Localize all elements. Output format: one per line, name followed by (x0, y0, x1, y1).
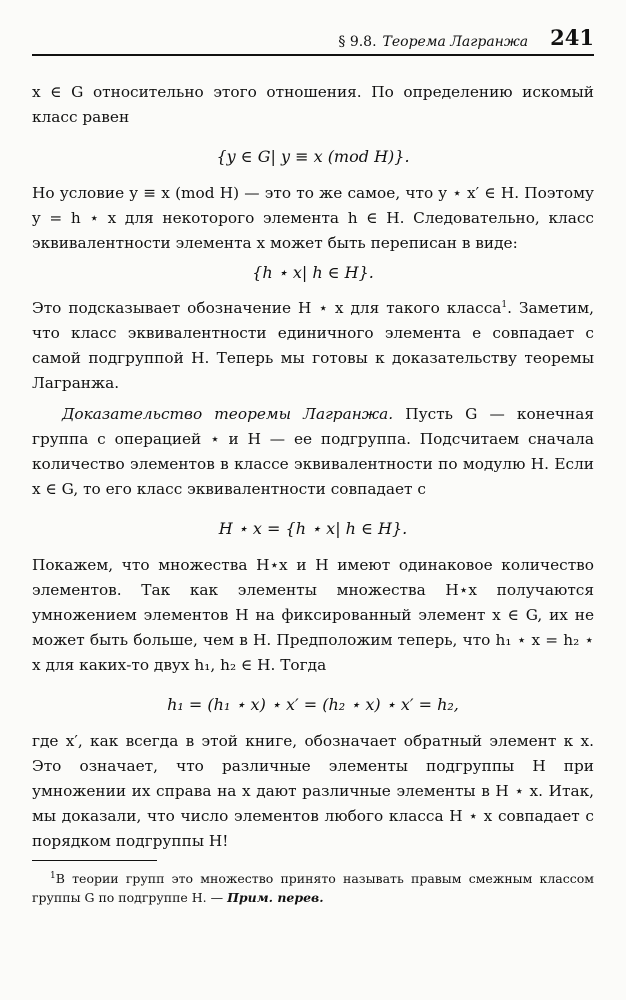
section-title: Теорема Лагранжа (382, 34, 529, 50)
page-number: 241 (550, 25, 594, 50)
paragraph-2: Но условие y ≡ x (mod H) — это то же самое, что y ⋆ x′ ∈ H. Поэтому y = h ⋆ x для некоторого элемента h ∈ H. Следовательно, класс эквивалентности элемента x может быть переписан в виде: (32, 184, 594, 252)
footnote-reference: 1 (501, 300, 508, 310)
paragraph-3-end: . Заметим, что класс эквивалентности единичного элемента e совпадает с самой подгруппой H. Теперь мы готовы к доказательству теоремы Лагранжа. (32, 299, 594, 393)
footnote-mark: 1 (50, 871, 56, 882)
footnote-text: В теории групп это множество принято называть правым смежным классом группы G по подгруппе H. — (32, 871, 594, 906)
page-body (32, 80, 594, 907)
paragraph-4 (32, 402, 594, 502)
section-number: § 9.8. (338, 34, 377, 50)
paragraph-6: где x′, как всегда в этой книге, обозначает обратный элемент к x. Это означает, что различные элементы подгруппы H при умножении их справа на x дают различные элементы в H ⋆ x. Итак, мы доказали, что число элементов любого класса H ⋆ x совпадает с порядком подгруппы H! (32, 732, 594, 851)
formula-class-set: {h ⋆ x| h ∈ H}. (252, 263, 374, 282)
translator-note: Прим. перев. (227, 890, 324, 906)
footnote (32, 867, 594, 907)
paragraph-4-text: Пусть G — конечная группа с операцией ⋆ и H — ее подгруппа. Подсчитаем сначала количество элементов в классе эквивалентности по модулю H. Если x ∈ G, то его класс эквивалентности совпадает с (32, 405, 594, 499)
proof-heading: Доказательство теоремы Лагранжа. (62, 405, 394, 424)
formula-class-definition: {y ∈ G| y ≡ x (mod H)}. (216, 147, 410, 166)
formula-equality-chain: h₁ = (h₁ ⋆ x) ⋆ x′ = (h₂ ⋆ x) ⋆ x′ = h₂, (167, 695, 459, 715)
running-header (32, 26, 594, 56)
paragraph-5: Покажем, что множества H⋆x и H имеют одинаковое количество элементов. Так как элементы множества H⋆x получаются умножением элементов H на фиксированный элемент x ∈ G, их не может быть больше, чем в H. Предположим теперь, что h₁ ⋆ x = h₂ ⋆ x для каких-то двух h₁, h₂ ∈ H. Тогда (32, 556, 594, 675)
paragraph-3 (32, 293, 594, 396)
paragraph-1: x ∈ G относительно этого отношения. По определению искомый класс равен (32, 83, 594, 126)
formula-coset: H ⋆ x = {h ⋆ x| h ∈ H}. (218, 519, 408, 539)
footnote-divider (32, 860, 157, 861)
paragraph-3-start: Это подсказывает обозначение H ⋆ x для такого класса (32, 299, 502, 318)
